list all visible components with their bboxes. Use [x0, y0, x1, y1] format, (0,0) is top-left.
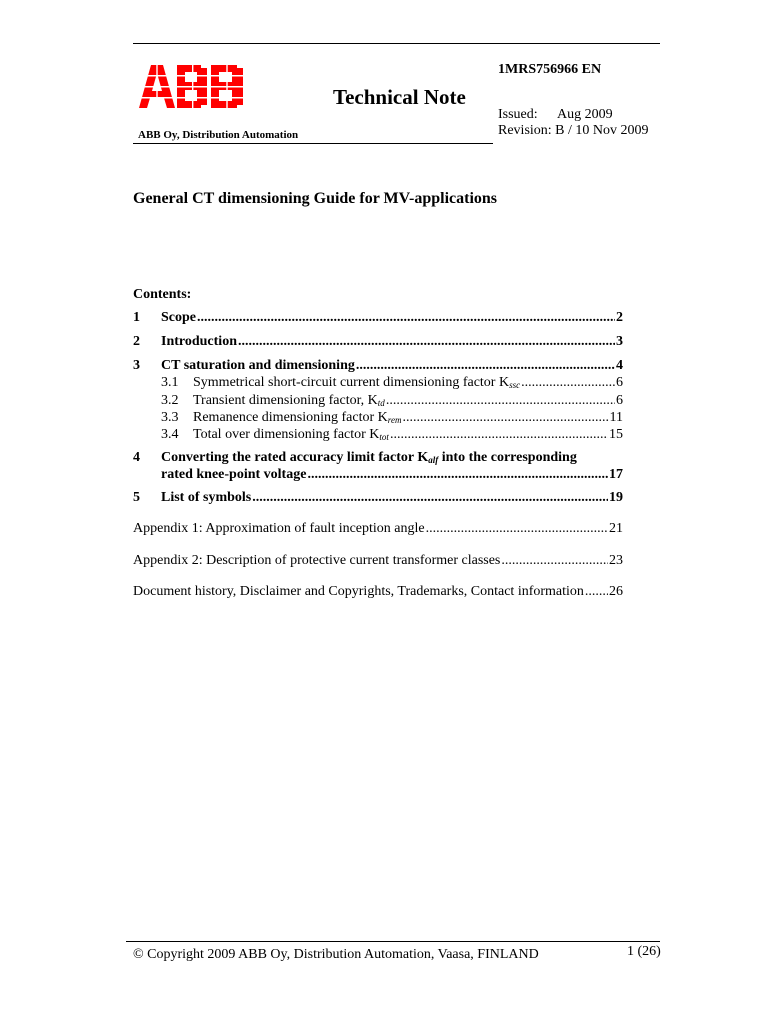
toc-title: List of symbols — [161, 490, 252, 505]
footer-page-number: 1 (26) — [627, 944, 661, 959]
toc-leader — [252, 490, 608, 506]
toc-number: 3.4 — [161, 427, 179, 442]
toc-page: 17 — [609, 467, 623, 482]
revision: Revision: B / 10 Nov 2009 — [498, 123, 649, 138]
toc-entry-3-2[interactable] — [161, 393, 623, 409]
toc-page: 6 — [616, 393, 623, 408]
toc-leader — [356, 358, 615, 374]
toc-entry-list-of-symbols[interactable] — [133, 490, 623, 506]
toc-leader — [238, 334, 615, 350]
page-title: General CT dimensioning Guide for MV-applications — [133, 190, 498, 207]
toc-entry-introduction[interactable] — [133, 334, 623, 350]
toc-entry-4-number: 4 — [133, 450, 140, 465]
toc-leader — [386, 393, 615, 409]
document-type: Technical Note — [333, 85, 466, 109]
issued-label: Issued: — [498, 107, 538, 122]
toc-title: rated knee-point voltage — [161, 467, 307, 482]
toc-page: 15 — [609, 427, 623, 442]
toc-leader — [585, 584, 608, 600]
toc-number: 3.1 — [161, 375, 179, 390]
toc-entry-appendix-2[interactable] — [133, 553, 623, 569]
footer-copyright: © Copyright 2009 ABB Oy, Distribution Automation, Vaasa, FINLAND — [133, 947, 539, 962]
toc-leader — [390, 427, 608, 443]
toc-leader — [197, 310, 615, 326]
toc-title: Total over dimensioning factor $K_{tot}$ — [193, 427, 389, 442]
contents-heading: Contents: — [133, 287, 192, 302]
toc-page: 26 — [609, 584, 623, 599]
toc-entry-scope[interactable] — [133, 310, 623, 326]
toc-title: Symmetrical short-circuit current dimensioning factor $K_{ssc}$ — [193, 375, 521, 390]
toc-entry-document-history[interactable] — [133, 584, 623, 600]
toc-leader — [402, 410, 608, 426]
toc-page: 6 — [616, 375, 623, 390]
toc-title: Introduction — [161, 334, 237, 349]
division-name: ABB Oy, Distribution Automation — [138, 129, 299, 141]
toc-title: CT saturation and dimensioning — [161, 358, 355, 373]
toc-title: Document history, Disclaimer and Copyrights, Trademarks, Contact information — [133, 584, 584, 599]
toc-number: 2 — [133, 334, 140, 349]
toc-entry-4-title-line2[interactable] — [161, 467, 623, 483]
toc-title: Transient dimensioning factor, $K_{td}$ — [193, 393, 385, 408]
header-top-rule — [133, 43, 660, 44]
toc-page: 3 — [616, 334, 623, 349]
toc-leader — [501, 553, 608, 569]
toc-title: Appendix 2: Description of protective current transformer classes — [133, 553, 501, 568]
document-id: 1MRS756966 EN — [498, 62, 602, 77]
toc-page: 2 — [616, 310, 623, 325]
toc-number: 5 — [133, 490, 140, 505]
issued-value: Aug 2009 — [557, 107, 613, 122]
footer-rule — [126, 941, 660, 942]
header-bottom-rule — [133, 143, 493, 144]
toc-page: 23 — [609, 553, 623, 568]
toc-leader — [426, 521, 608, 537]
toc-number: 3 — [133, 358, 140, 373]
toc-page: 19 — [609, 490, 623, 505]
toc-entry-ct-saturation[interactable] — [133, 358, 623, 374]
toc-entry-3-4[interactable] — [161, 427, 623, 443]
toc-number: 3.2 — [161, 393, 179, 408]
toc-number: 3.3 — [161, 410, 179, 425]
toc-page: 4 — [616, 358, 623, 373]
toc-entry-3-1[interactable] — [161, 375, 623, 391]
toc-leader — [307, 467, 608, 483]
toc-number: 1 — [133, 310, 140, 325]
toc-title: Remanence dimensioning factor $K_{rem}$ — [193, 410, 402, 425]
toc-page: 21 — [609, 521, 623, 536]
toc-leader — [521, 375, 615, 391]
toc-entry-4-title-line1[interactable]: Converting the rated accuracy limit factor $K_{alf}$ into the corresponding — [161, 450, 577, 465]
toc-title: Appendix 1: Approximation of fault inception angle — [133, 521, 425, 536]
toc-entry-3-3[interactable] — [161, 410, 623, 426]
toc-title: Scope — [161, 310, 196, 325]
abb-logo — [139, 65, 245, 108]
toc-page: 11 — [609, 410, 623, 425]
toc-entry-appendix-1[interactable] — [133, 521, 623, 537]
